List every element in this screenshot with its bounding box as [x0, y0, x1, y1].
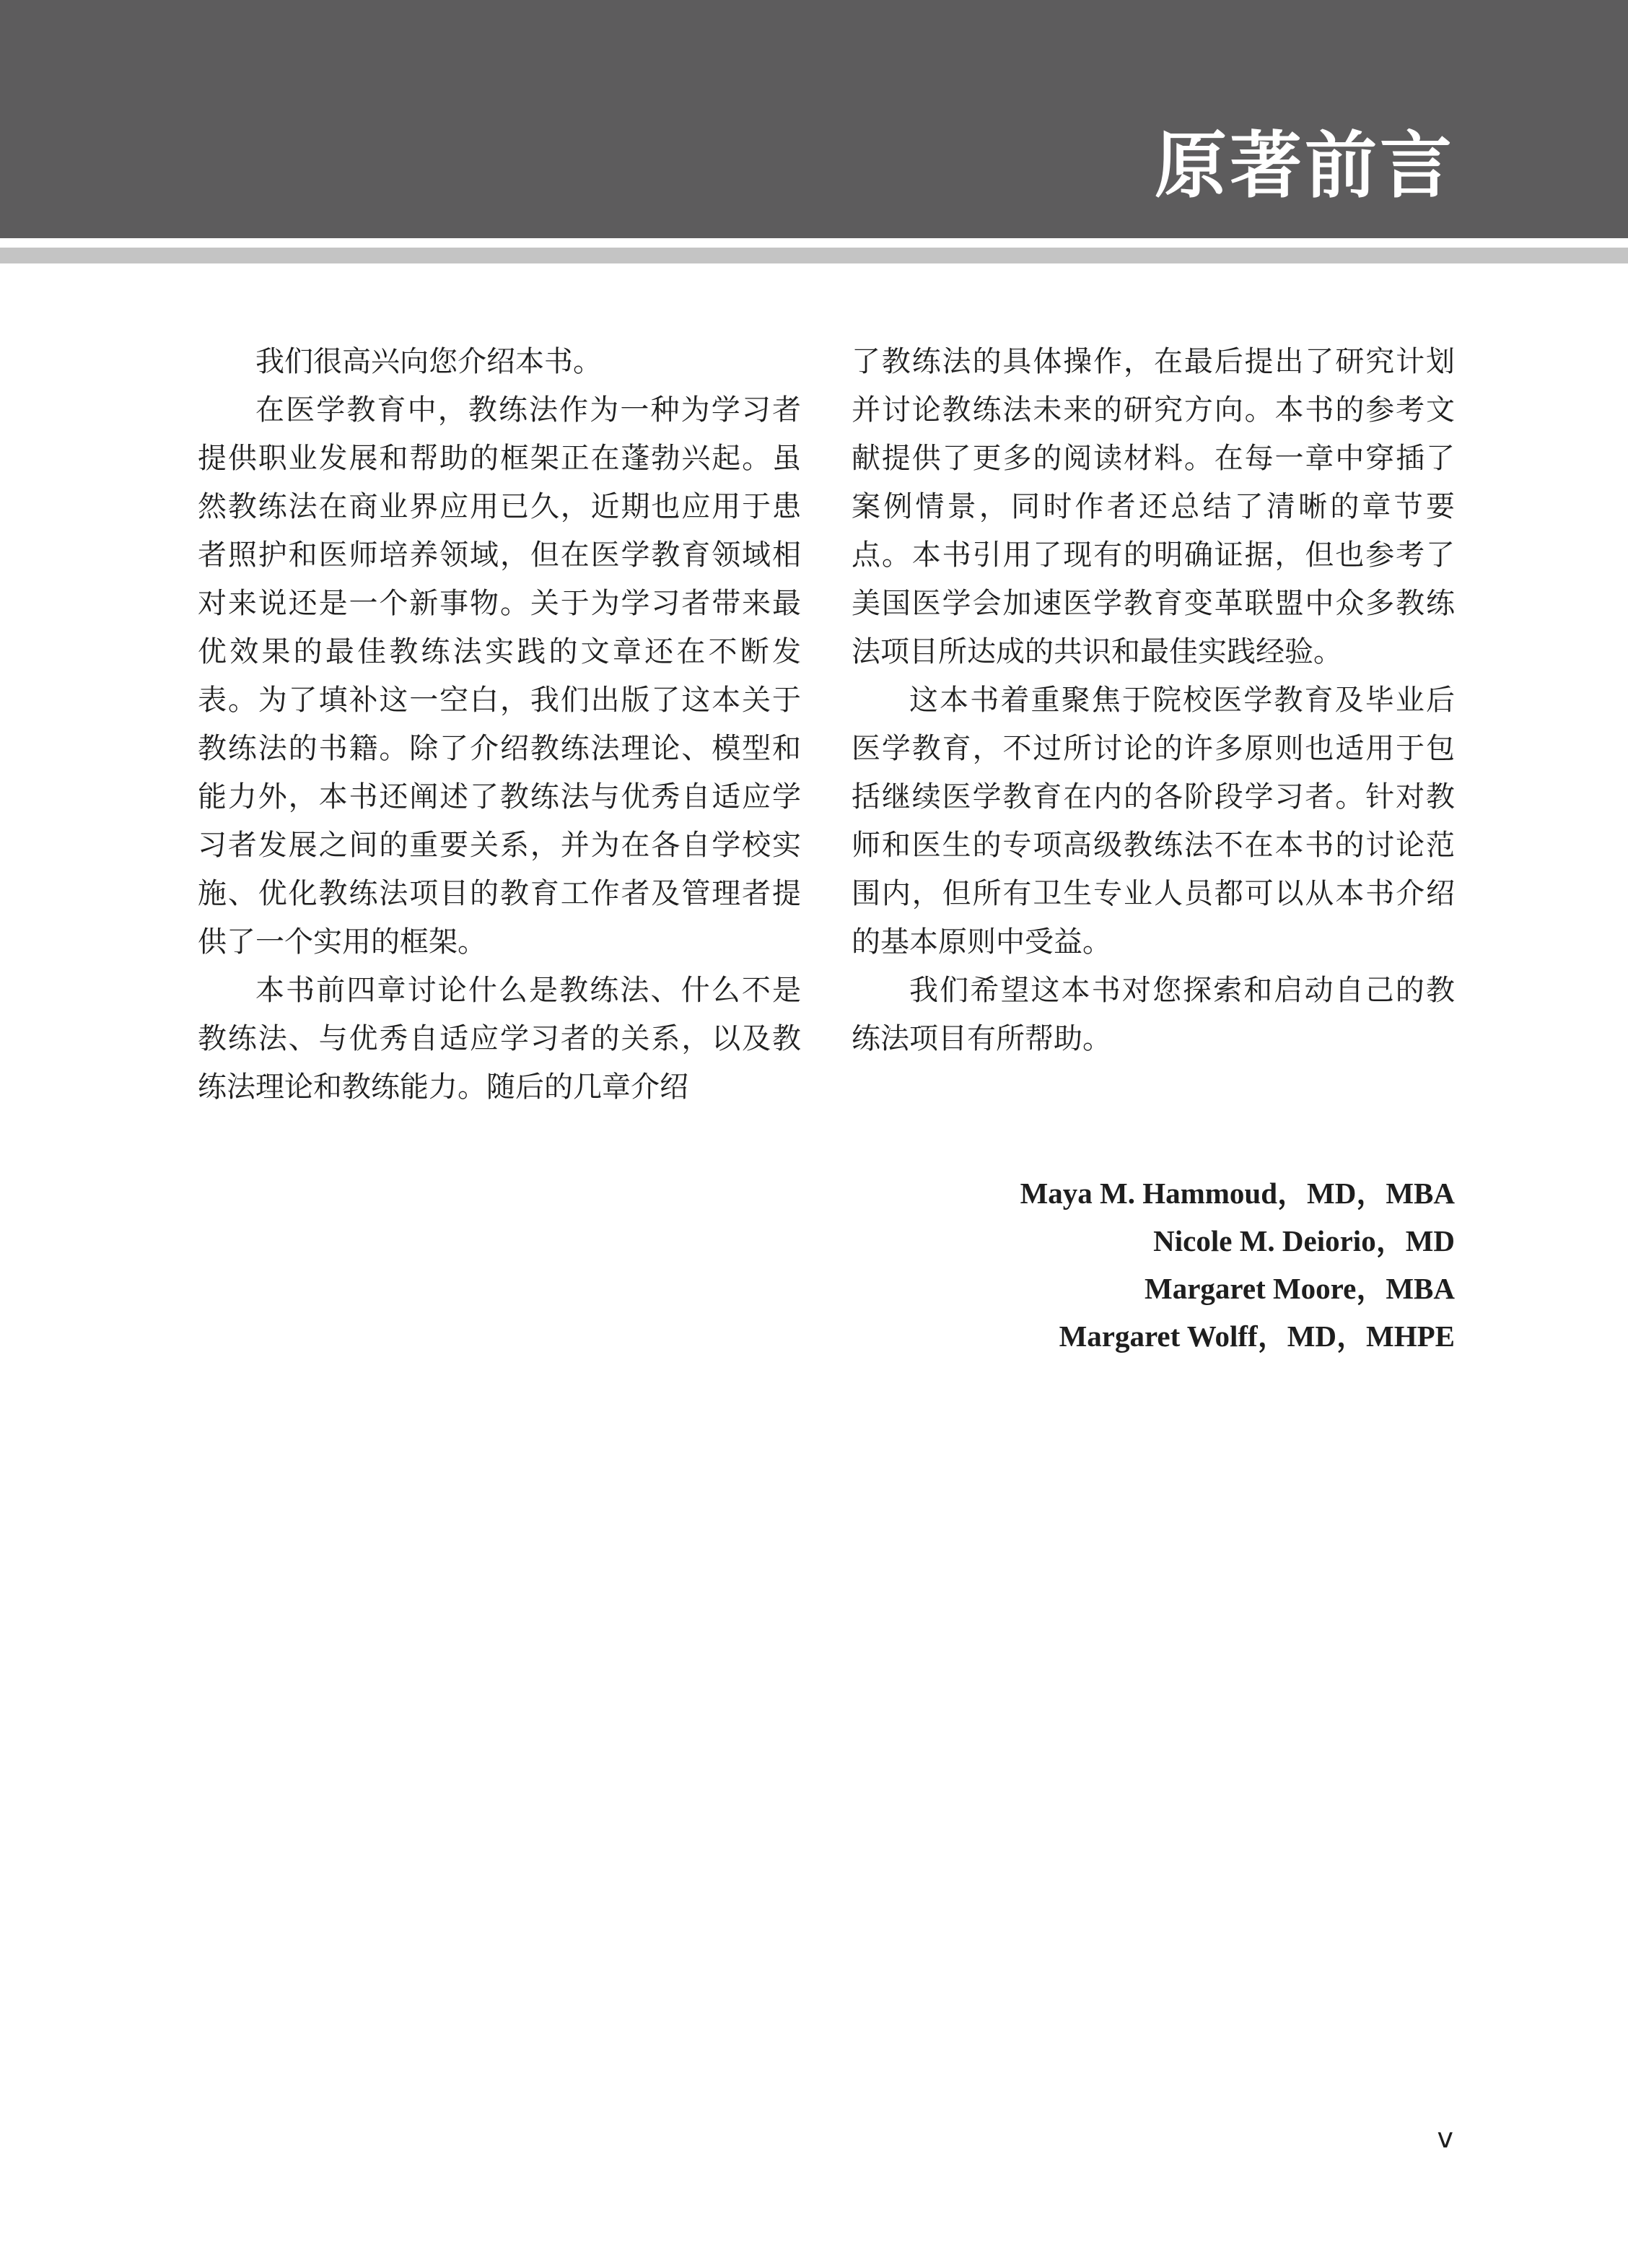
page-number: v — [1437, 2122, 1453, 2154]
paragraph: 在医学教育中，教练法作为一种为学习者提供职业发展和帮助的框架正在蓬勃兴起。虽然教练法在商业界应用已久，近期也应用于患者照护和医师培养领域，但在医学教育领域相对来说还是一个新事物。关于为学习者带来最优效果的最佳教练法实践的文章还在不断发表。为了填补这一空白，我们出版了这本关于教练法的书籍。除了介绍教练法理论、模型和能力外，本书还阐述了教练法与优秀自适应学习者发展之间的重要关系，并为在各自学校实施、优化教练法项目的教育工作者及管理者提供了一个实用的框架。 — [198, 393, 801, 959]
paragraph: 这本书着重聚焦于院校医学教育及毕业后医学教育，不过所讨论的许多原则也适用于包括继续医学教育在内的各阶段学习者。针对教师和医生的专项高级教练法不在本书的讨论范围内，但所有卫生专业人员都可以从本书介绍的基本原则中受益。 — [852, 684, 1455, 959]
author-name: Maya M. Hammoud，MD，MBA — [1020, 1177, 1455, 1210]
header-divider-stripe — [0, 248, 1628, 263]
paragraph-continued: 了教练法的具体操作，在最后提出了研究计划并讨论教练法未来的研究方向。本书的参考文献提供了更多的阅读材料。在每一章中穿插了案例情景，同时作者还总结了清晰的章节要点。本书引用了现有的明确证据，但也参考了美国医学会加速医学教育变革联盟中众多教练法项目所达成的共识和最佳实践经验。 — [852, 345, 1455, 668]
paragraph: 我们希望这本书对您探索和启动自己的教练法项目有所帮助。 — [852, 974, 1455, 1055]
author-name: Margaret Wolff，MD，MHPE — [1059, 1320, 1455, 1353]
author-name: Margaret Moore，MBA — [1145, 1272, 1455, 1305]
paragraph: 我们很高兴向您介绍本书。 — [255, 345, 602, 378]
page-title: 原著前言 — [1155, 123, 1455, 208]
paragraph: 本书前四章讨论什么是教练法、什么不是教练法、与优秀自适应学习者的关系，以及教练法理论和教练能力。随后的几章介绍 — [198, 974, 801, 1104]
body-column-left — [198, 338, 801, 1112]
author-name: Nicole M. Deiorio，MD — [1153, 1224, 1455, 1257]
author-signatures — [1020, 1169, 1455, 1360]
body-column-right — [852, 338, 1455, 1063]
